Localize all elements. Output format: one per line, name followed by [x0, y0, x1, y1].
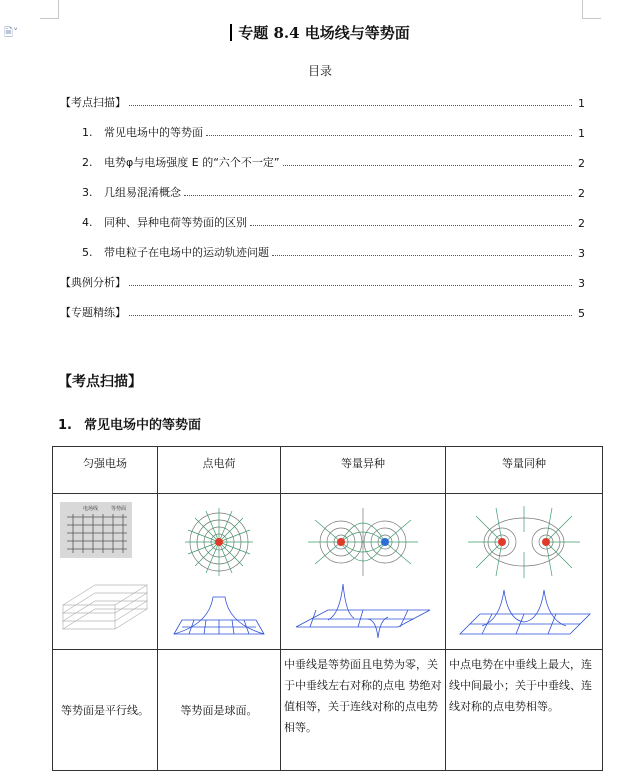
- section-heading: 【考点扫描】: [58, 374, 142, 390]
- toc-entry-text: 【典例分析】: [60, 276, 126, 289]
- uniform-planes-sketch: [63, 585, 147, 629]
- toc-entry-text: 同种、异种电荷等势面的区别: [104, 216, 247, 229]
- toc-leader: [184, 195, 572, 196]
- like-field-lines: [468, 506, 580, 578]
- toc-page-number: 3: [578, 277, 585, 290]
- subsection-index: 1.: [58, 418, 72, 433]
- toc-leader: [283, 165, 572, 166]
- column-header: 点电荷: [158, 447, 281, 494]
- toc-entry[interactable]: [60, 200, 585, 230]
- toc-page-number: 1: [578, 97, 585, 110]
- toc-entry[interactable]: [60, 230, 585, 260]
- toc-leader: [250, 225, 572, 226]
- toc-entry[interactable]: [60, 170, 585, 200]
- point-potential-surface: [174, 597, 264, 634]
- description-cell: 中垂线是等势面且电势为零，关于中垂线左右对称的点电 势绝对值相等，关于连线对称的点电势相等。: [281, 650, 446, 771]
- title-bar: [230, 24, 232, 41]
- toc-entry-index: 1.: [82, 126, 93, 139]
- page-title: [0, 22, 640, 43]
- toc-page-number: 2: [578, 217, 585, 230]
- toc-leader: [272, 255, 572, 256]
- toc-entry[interactable]: [60, 290, 585, 320]
- toc-entry-index: 2.: [82, 156, 93, 169]
- like-potential-surface: [460, 590, 590, 634]
- point-charge-figure: [164, 502, 274, 642]
- table-description-row: [53, 650, 603, 771]
- toc-entry-text: 【专题精练】: [60, 306, 126, 319]
- toc-page-number: 2: [578, 187, 585, 200]
- page-corner-mark-left: [40, 0, 59, 19]
- toc-entry-text: 带电粒子在电场中的运动轨迹问题: [104, 246, 269, 259]
- toc-entry-text: 几组易混淆概念: [104, 186, 181, 199]
- toc-entry-text: 电势φ与电场强度 E 的“六个不一定”: [104, 156, 280, 169]
- charge-one: [498, 538, 506, 546]
- equipotential-table: [52, 446, 603, 771]
- uniform-field-figure: [55, 499, 155, 644]
- toc-leader: [129, 105, 572, 106]
- table-cell: [158, 494, 281, 650]
- table-cell: [281, 494, 446, 650]
- toc-leader: [129, 315, 572, 316]
- field-line-label: 电场线: [83, 506, 99, 512]
- toc-entry[interactable]: [60, 110, 585, 140]
- toc-entry-index: 4.: [82, 216, 93, 229]
- toc-entry-text: 【考点扫描】: [60, 96, 126, 109]
- toc-entry-index: 5.: [82, 246, 93, 259]
- toc-page-number: 5: [578, 307, 585, 320]
- charge-two: [542, 538, 550, 546]
- subsection-title: 常见电场中的等势面: [84, 418, 202, 433]
- table-cell: [53, 494, 158, 650]
- toc-entry-index: 3.: [82, 186, 93, 199]
- toc-entry[interactable]: [60, 260, 585, 290]
- description-cell: 等势面是平行线。: [53, 650, 158, 771]
- table-figure-row: [53, 494, 603, 650]
- toc-page-number: 2: [578, 157, 585, 170]
- subsection-heading: [58, 414, 201, 433]
- table-cell: [446, 494, 603, 650]
- toc-leader: [206, 135, 572, 136]
- table-header-row: [53, 447, 603, 494]
- toc-page-number: 1: [578, 127, 585, 140]
- toc-page-number: 3: [578, 247, 585, 260]
- table-of-contents: [60, 80, 585, 320]
- toc-leader: [129, 285, 572, 286]
- equipotential-label: 等势面: [111, 506, 127, 512]
- negative-charge: [381, 538, 389, 546]
- point-charge: [215, 538, 223, 546]
- page-corner-mark-right: [582, 0, 601, 19]
- positive-charge: [337, 538, 345, 546]
- column-header: 匀强电场: [53, 447, 158, 494]
- description-cell: 中点电势在中垂线上最大，连线中间最小；关于中垂线、连线对称的点电势相等。: [446, 650, 603, 771]
- toc-heading: 目录: [307, 64, 332, 78]
- toc-entry-text: 常见电场中的等势面: [104, 126, 203, 139]
- opposite-charges-figure: [288, 502, 438, 642]
- dipole-potential-surface: [296, 584, 430, 638]
- document-icon[interactable]: 🗎˅: [4, 26, 19, 39]
- toc-entry[interactable]: [60, 80, 585, 110]
- title-text: 专题 8.4 电场线与等势面: [238, 24, 410, 42]
- toc-entry[interactable]: [60, 140, 585, 170]
- like-charges-figure: [452, 502, 597, 642]
- description-cell: 等势面是球面。: [158, 650, 281, 771]
- column-header: 等量异种: [281, 447, 446, 494]
- column-header: 等量同种: [446, 447, 603, 494]
